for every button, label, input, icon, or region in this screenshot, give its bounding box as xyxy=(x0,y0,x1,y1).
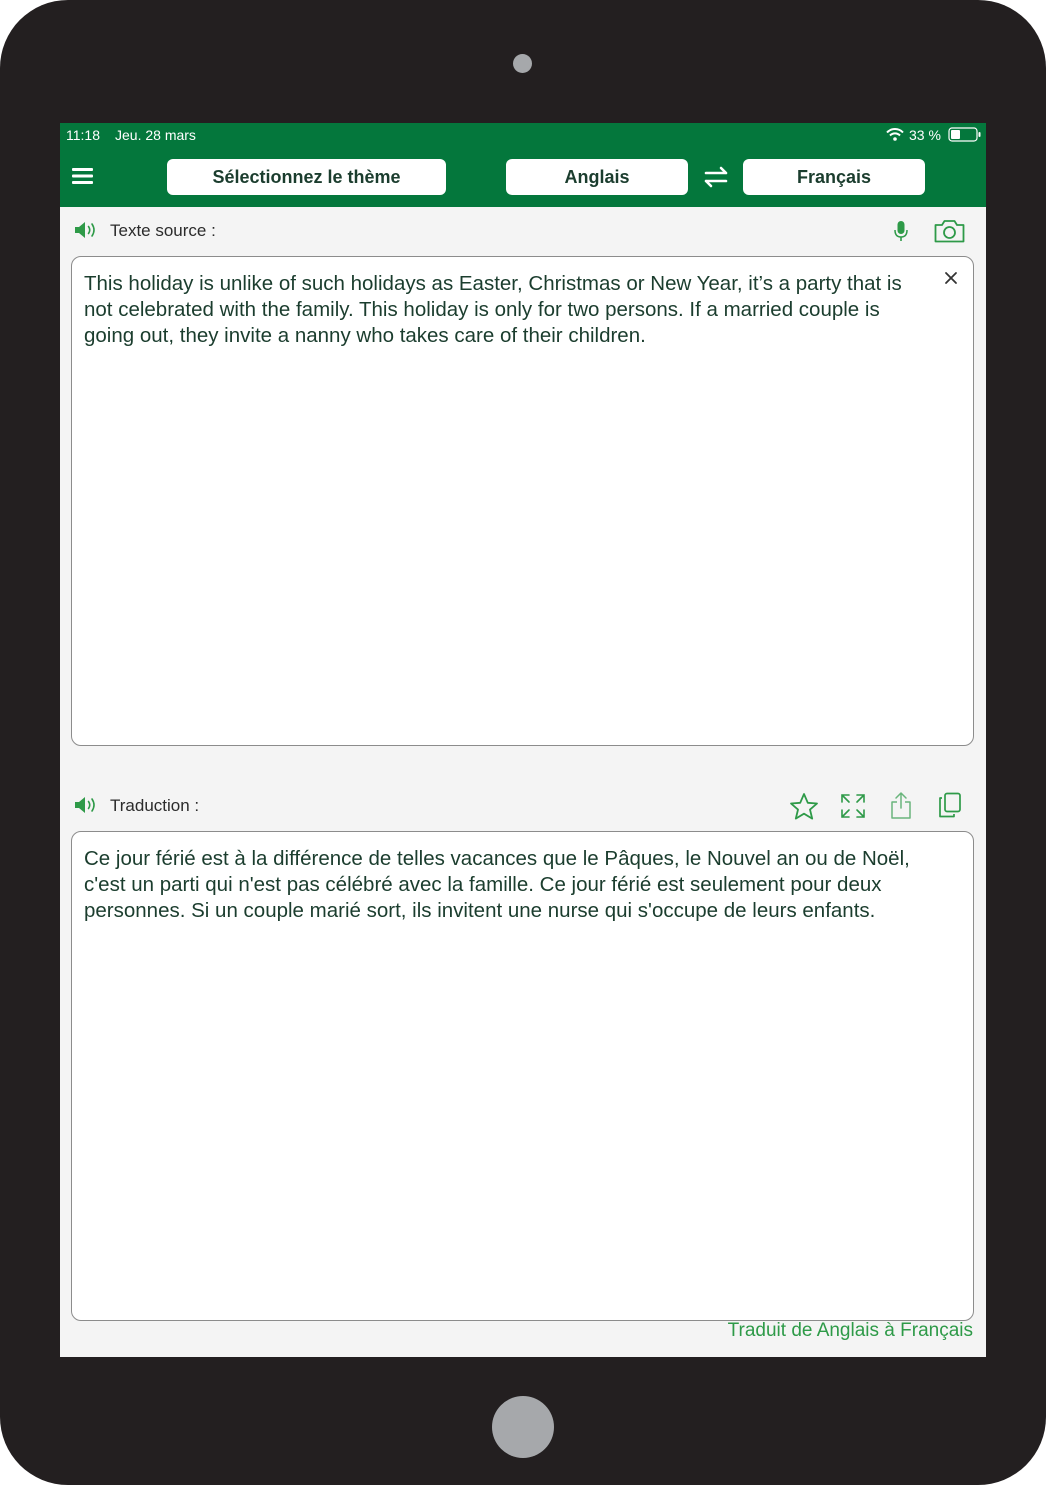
translation-label: Traduction : xyxy=(110,796,200,815)
microphone-icon[interactable] xyxy=(894,220,908,242)
battery-percent: 33 % xyxy=(909,127,941,143)
source-language-button[interactable]: Anglais xyxy=(506,159,688,195)
home-button[interactable] xyxy=(492,1396,554,1458)
translation-output: Ce jour férié est à la différence de telles vacances que le Pâques, le Nouvel an ou de Noël, c'est un parti qui n'est pas célébré avec la famille. Ce jour férié est seulement pour deux personnes. Si un couple marié sort, ils invitent une nurse qui s'occupe de leurs enfants. xyxy=(71,831,974,1321)
translation-direction-note: Traduit de Anglais à Français xyxy=(727,1320,973,1341)
target-language-button[interactable]: Français xyxy=(743,159,925,195)
speaker-icon[interactable] xyxy=(73,219,99,241)
battery-icon xyxy=(948,127,982,142)
app-screen xyxy=(60,123,986,1357)
source-label: Texte source : xyxy=(110,221,216,240)
swap-languages-icon[interactable] xyxy=(702,166,730,188)
fullscreen-icon[interactable] xyxy=(840,793,866,819)
source-header xyxy=(60,215,986,247)
star-icon[interactable] xyxy=(789,792,819,820)
top-bar xyxy=(60,123,986,207)
select-theme-button[interactable]: Sélectionnez le thème xyxy=(167,159,446,195)
share-icon[interactable] xyxy=(890,791,912,819)
translation-header xyxy=(60,790,986,822)
speaker-icon[interactable] xyxy=(73,794,99,816)
source-text-input[interactable]: This holiday is unlike of such holidays as Easter, Christmas or New Year, it’s a party that is not celebrated with the family. This holiday is only for two persons. If a married couple is going out, they invite a nanny who takes care of their children. xyxy=(71,256,974,746)
copy-icon[interactable] xyxy=(938,792,962,818)
close-icon[interactable] xyxy=(942,269,960,287)
front-camera xyxy=(513,54,532,73)
camera-icon[interactable] xyxy=(934,219,965,243)
wifi-icon xyxy=(886,128,904,141)
status-time: 11:18 xyxy=(66,127,100,143)
menu-icon[interactable] xyxy=(72,168,93,184)
status-date: Jeu. 28 mars xyxy=(115,127,196,143)
